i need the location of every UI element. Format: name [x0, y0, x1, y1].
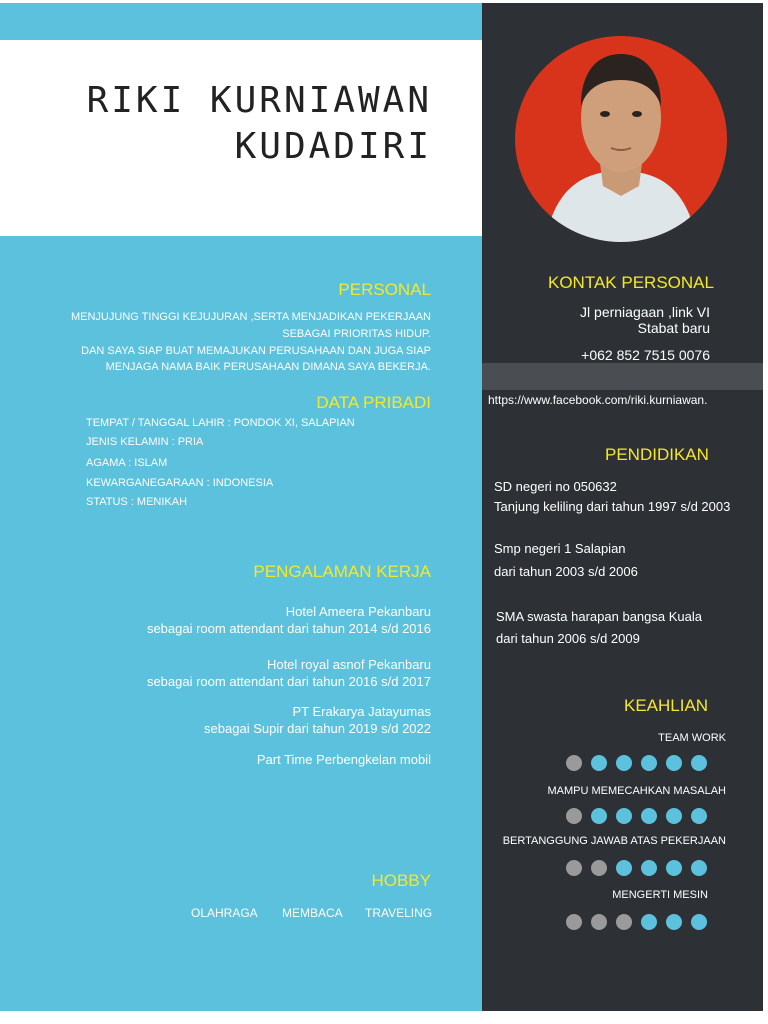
personal-line: DAN SAYA SIAP BUAT MEMAJUKAN PERUSAHAAN DAN JUGA SIAP	[81, 345, 431, 357]
hobby-heading: HOBBY	[371, 871, 431, 890]
data-pribadi-item: TEMPAT / TANGGAL LAHIR : PONDOK XI, SALAPIAN	[86, 417, 355, 429]
rating-dot-filled	[691, 914, 707, 930]
person-icon	[515, 36, 727, 242]
kontak-phone: +062 852 7515 0076	[581, 347, 710, 363]
pendidikan-period: dari tahun 2003 s/d 2006	[494, 564, 638, 579]
rating-dot-filled	[666, 860, 682, 876]
rating-dot-empty	[591, 914, 607, 930]
facebook-link[interactable]: https://www.facebook.com/riki.kurniawan.	[488, 393, 708, 407]
data-pribadi-heading: DATA PRIBADI	[316, 393, 431, 412]
hobby-item: OLAHRAGA	[191, 906, 258, 920]
pengalaman-company: PT Erakarya Jatayumas	[292, 704, 431, 719]
hobby-item: MEMBACA	[282, 906, 343, 920]
keahlian-heading: KEAHLIAN	[624, 696, 709, 715]
rating-dot-empty	[566, 914, 582, 930]
pengalaman-heading: PENGALAMAN KERJA	[253, 562, 431, 581]
pengalaman-role: sebagai room attendant dari tahun 2014 s/d 2016	[146, 621, 431, 636]
pengalaman-role: sebagai room attendant dari tahun 2016 s/d 2017	[146, 674, 431, 689]
personal-heading: PERSONAL	[338, 280, 431, 299]
rating-dot-empty	[566, 808, 582, 824]
rating-dot-filled	[666, 755, 682, 771]
skill-label: BERTANGGUNG JAWAB ATAS PEKERJAAN	[502, 835, 726, 847]
name-box	[0, 40, 482, 236]
pengalaman-role: sebagai Supir dari tahun 2019 s/d 2022	[204, 721, 431, 736]
skill-rating	[566, 755, 707, 771]
rating-dot-filled	[641, 860, 657, 876]
rating-dot-filled	[666, 914, 682, 930]
kontak-address: Jl perniagaan ,link VI	[580, 304, 710, 320]
hobby-item: TRAVELING	[365, 906, 433, 920]
rating-dot-empty	[566, 860, 582, 876]
skill-rating	[566, 808, 707, 824]
rating-dot-filled	[691, 808, 707, 824]
skill-label: MENGERTI MESIN	[612, 889, 708, 901]
rating-dot-filled	[591, 755, 607, 771]
rating-dot-filled	[641, 755, 657, 771]
personal-line: MENJUJUNG TINGGI KEJUJURAN ,SERTA MENJADIKAN PEKERJAAN	[70, 311, 431, 323]
pendidikan-school: SMA swasta harapan bangsa Kuala	[496, 609, 702, 624]
personal-line: MENJAGA NAMA BAIK PERUSAHAAN DIMANA SAYA BEKERJA.	[105, 361, 431, 373]
skill-rating	[566, 914, 707, 930]
contact-band	[482, 363, 763, 390]
data-pribadi-item: KEWARGANEGARAAN : INDONESIA	[86, 477, 274, 489]
pendidikan-period: dari tahun 2006 s/d 2009	[496, 631, 640, 646]
rating-dot-filled	[641, 914, 657, 930]
skill-label: MAMPU MEMECAHKAN MASALAH	[547, 785, 726, 797]
rating-dot-filled	[591, 808, 607, 824]
rating-dot-filled	[616, 755, 632, 771]
pendidikan-school: SD negeri no 050632	[494, 479, 617, 494]
skill-label: TEAM WORK	[658, 732, 726, 744]
kontak-address: Stabat baru	[637, 320, 710, 336]
rating-dot-filled	[616, 860, 632, 876]
pengalaman-company: Hotel royal asnof Pekanbaru	[266, 657, 431, 672]
personal-line: SEBAGAI PRIORITAS HIDUP.	[282, 328, 431, 340]
name-last: KUDADIRI	[234, 126, 432, 167]
name-first: RIKI KURNIAWAN	[86, 80, 432, 121]
data-pribadi-item: JENIS KELAMIN : PRIA	[86, 436, 204, 448]
data-pribadi-item: AGAMA : ISLAM	[86, 457, 168, 469]
pengalaman-company: Hotel Ameera Pekanbaru	[285, 604, 431, 619]
data-pribadi-item: STATUS : MENIKAH	[86, 496, 188, 508]
rating-dot-filled	[616, 808, 632, 824]
rating-dot-filled	[666, 808, 682, 824]
rating-dot-filled	[691, 860, 707, 876]
pengalaman-company: Part Time Perbengkelan mobil	[256, 752, 431, 767]
rating-dot-empty	[591, 860, 607, 876]
rating-dot-filled	[691, 755, 707, 771]
rating-dot-empty	[566, 755, 582, 771]
rating-dot-filled	[641, 808, 657, 824]
kontak-heading: KONTAK PERSONAL	[548, 273, 714, 292]
profile-photo	[515, 36, 727, 242]
skill-rating	[566, 860, 707, 876]
pendidikan-period: Tanjung keliling dari tahun 1997 s/d 2003	[494, 499, 731, 514]
pendidikan-school: Smp negeri 1 Salapian	[494, 541, 626, 556]
pendidikan-heading: PENDIDIKAN	[605, 445, 709, 464]
rating-dot-empty	[616, 914, 632, 930]
